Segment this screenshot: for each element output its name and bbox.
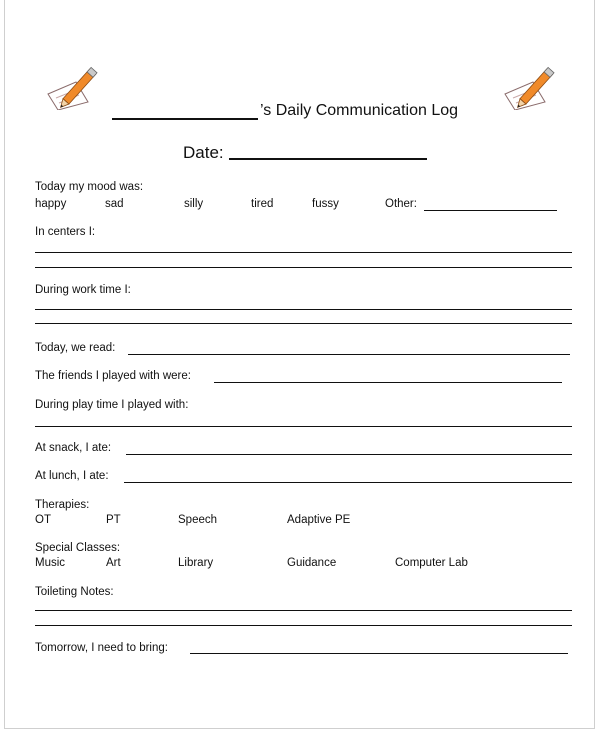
class-option-music[interactable]: Music: [35, 557, 66, 569]
therapy-option-speech[interactable]: Speech: [178, 514, 218, 526]
class-option-library[interactable]: Library: [178, 557, 214, 569]
friends-label: The friends I played with were:: [35, 370, 191, 382]
therapy-option-pt[interactable]: PT: [106, 514, 121, 526]
play-time-label: During play time I played with:: [35, 399, 189, 411]
therapy-option-adaptive-pe[interactable]: Adaptive PE: [287, 514, 351, 526]
work-time-line-2[interactable]: [35, 323, 572, 324]
date-blank-line[interactable]: [229, 158, 427, 160]
work-time-label: During work time I:: [35, 284, 131, 296]
mood-other-line[interactable]: [424, 210, 557, 211]
lunch-label: At lunch, I ate:: [35, 470, 109, 482]
snack-line[interactable]: [126, 454, 572, 455]
read-line[interactable]: [128, 354, 570, 355]
pencil-note-icon: [46, 58, 104, 110]
mood-option-sad[interactable]: sad: [105, 198, 124, 210]
lunch-line[interactable]: [124, 482, 572, 483]
mood-option-fussy[interactable]: fussy: [312, 198, 339, 210]
mood-other-label: Other:: [385, 198, 417, 210]
page-title: ’s Daily Communication Log: [260, 102, 459, 119]
centers-label: In centers I:: [35, 226, 96, 238]
therapies-label: Therapies:: [35, 499, 90, 511]
class-option-art[interactable]: Art: [106, 557, 121, 569]
mood-option-happy[interactable]: happy: [35, 198, 67, 210]
tomorrow-line[interactable]: [190, 653, 568, 654]
toileting-label: Toileting Notes:: [35, 586, 114, 598]
therapy-option-ot[interactable]: OT: [35, 514, 51, 526]
read-label: Today, we read:: [35, 342, 116, 354]
work-time-line-1[interactable]: [35, 309, 572, 310]
mood-label: Today my mood was:: [35, 181, 144, 193]
centers-line-2[interactable]: [35, 267, 572, 268]
class-option-computer-lab[interactable]: Computer Lab: [395, 557, 468, 569]
centers-line-1[interactable]: [35, 252, 572, 253]
mood-option-silly[interactable]: silly: [184, 198, 204, 210]
name-blank-line[interactable]: [112, 118, 258, 120]
play-time-line[interactable]: [35, 426, 572, 427]
snack-label: At snack, I ate:: [35, 442, 112, 454]
pencil-note-icon: [503, 58, 561, 110]
class-option-guidance[interactable]: Guidance: [287, 557, 337, 569]
mood-option-tired[interactable]: tired: [251, 198, 274, 210]
friends-line[interactable]: [214, 382, 562, 383]
toileting-line-1[interactable]: [35, 610, 572, 611]
special-classes-label: Special Classes:: [35, 542, 121, 554]
date-label: Date:: [183, 143, 224, 162]
toileting-line-2[interactable]: [35, 625, 572, 626]
tomorrow-label: Tomorrow, I need to bring:: [35, 642, 168, 654]
